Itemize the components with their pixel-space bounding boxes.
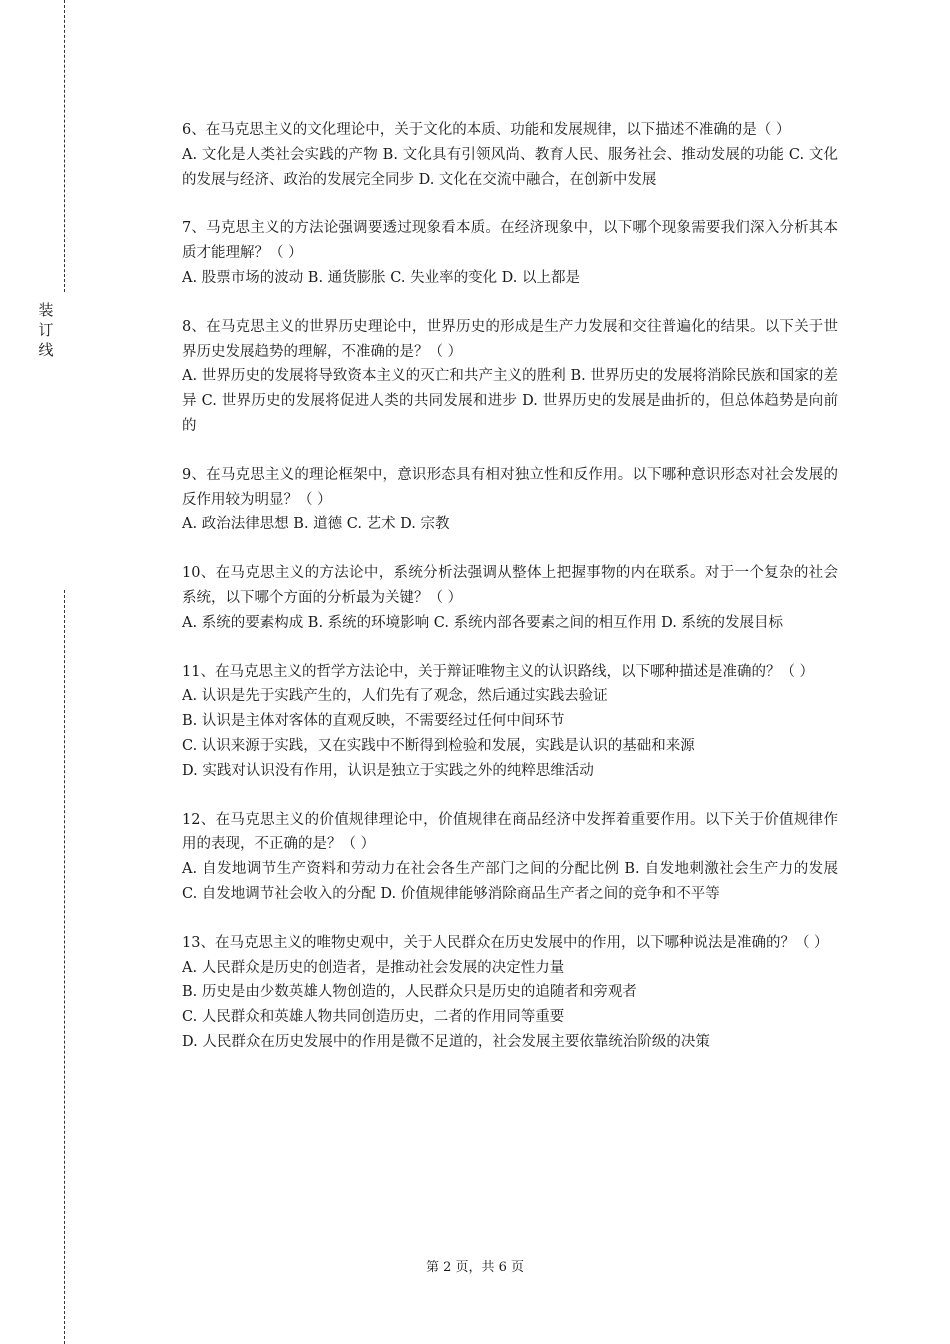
question-12 xyxy=(182,808,838,907)
binding-char: 线 xyxy=(38,341,54,359)
question-stem: 13、在马克思主义的唯物史观中，关于人民群众在历史发展中的作用，以下哪种说法是准确的？（ ） xyxy=(182,934,829,951)
question-stem: 10、在马克思主义的方法论中，系统分析法强调从整体上把握事物的内在联系。对于一个复杂的社会系统，以下哪个方面的分析最为关键？（ ） xyxy=(182,565,838,606)
question-7 xyxy=(182,216,838,290)
option-c: C. 认识来源于实践，又在实践中不断得到检验和发展，实践是认识的基础和来源 xyxy=(182,737,695,754)
question-6 xyxy=(182,118,838,192)
option-d: D. 人民群众在历史发展中的作用是微不足道的，社会发展主要依靠统治阶级的决策 xyxy=(182,1033,710,1050)
question-list xyxy=(182,118,838,1079)
question-options: A. 自发地调节生产资料和劳动力在社会各生产部门之间的分配比例 B. 自发地刺激社会生产力的发展 C. 自发地调节社会收入的分配 D. 价值规律能够消除商品生产者之间的竞争和不平等 xyxy=(182,861,838,902)
option-b: B. 认识是主体对客体的直观反映，不需要经过任何中间环节 xyxy=(182,713,565,730)
question-9 xyxy=(182,463,838,537)
binding-dashed-line-top xyxy=(64,0,65,292)
question-10 xyxy=(182,561,838,635)
binding-line-label xyxy=(36,300,56,360)
question-8 xyxy=(182,315,838,439)
question-stem: 8、在马克思主义的世界历史理论中，世界历史的形成是生产力发展和交往普遍化的结果。以下关于世界历史发展趋势的理解，不准确的是？（ ） xyxy=(182,318,838,360)
binding-char: 装 xyxy=(38,301,54,319)
option-a: A. 认识是先于实践产生的，人们先有了观念，然后通过实践去验证 xyxy=(182,688,608,705)
question-options: A. 文化是人类社会实践的产物 B. 文化具有引领风尚、教育人民、服务社会、推动发展的功能 C. 文化的发展与经济、政治的发展完全同步 D. 文化在交流中融合，在创新中发展 xyxy=(182,146,838,188)
binding-char: 订 xyxy=(38,321,54,339)
binding-dashed-line-bottom xyxy=(64,590,65,1344)
option-d: D. 实践对认识没有作用，认识是独立于实践之外的纯粹思维活动 xyxy=(182,762,594,779)
question-options: A. 世界历史的发展将导致资本主义的灭亡和共产主义的胜利 B. 世界历史的发展将消除民族和国家的差异 C. 世界历史的发展将促进人类的共同发展和进步 D. 世界历史的发展是曲折的，但总体趋势是向前的 xyxy=(182,368,838,434)
question-options: A. 政治法律思想 B. 道德 C. 艺术 D. 宗教 xyxy=(182,516,450,533)
question-11 xyxy=(182,660,838,784)
question-stem: 12、在马克思主义的价值规律理论中，价值规律在商品经济中发挥着重要作用。以下关于价值规律作用的表现，不正确的是？（ ） xyxy=(182,811,838,853)
option-a: A. 人民群众是历史的创造者，是推动社会发展的决定性力量 xyxy=(182,959,565,976)
question-stem: 11、在马克思主义的哲学方法论中，关于辩证唯物主义的认识路线，以下哪种描述是准确的？（ ） xyxy=(182,663,815,680)
question-13 xyxy=(182,931,838,1055)
question-stem: 6、在马克思主义的文化理论中，关于文化的本质、功能和发展规律，以下描述不准确的是（ ） xyxy=(182,122,791,138)
question-stem: 7、马克思主义的方法论强调要透过现象看本质。在经济现象中，以下哪个现象需要我们深入分析其本质才能理解？（ ） xyxy=(182,220,838,262)
option-b: B. 历史是由少数英雄人物创造的，人民群众只是历史的追随者和旁观者 xyxy=(182,984,637,1001)
question-options: A. 股票市场的波动 B. 通货膨胀 C. 失业率的变化 D. 以上都是 xyxy=(182,269,581,286)
question-options: A. 系统的要素构成 B. 系统的环境影响 C. 系统内部各要素之间的相互作用 D. 系统的发展目标 xyxy=(182,614,784,631)
question-stem: 9、在马克思主义的理论框架中，意识形态具有相对独立性和反作用。以下哪种意识形态对社会发展的反作用较为明显？（ ） xyxy=(182,466,838,508)
page-number: 第 2 页，共 6 页 xyxy=(425,1260,525,1275)
option-c: C. 人民群众和英雄人物共同创造历史，二者的作用同等重要 xyxy=(182,1009,565,1026)
